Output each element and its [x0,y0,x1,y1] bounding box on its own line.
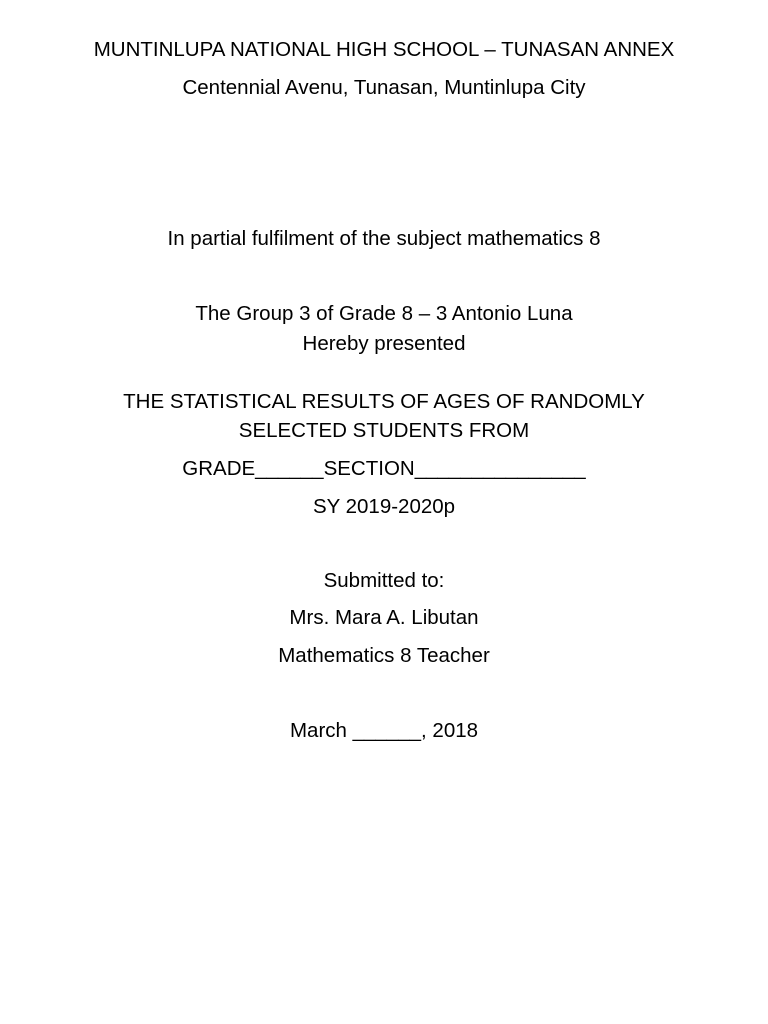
presented-line: Hereby presented [302,332,466,355]
submission-date: March ______, 2018 [289,719,479,742]
grade-section-blank: GRADE______SECTION_______________ [182,457,586,480]
school-year: SY 2019-2020p [312,495,456,518]
presenting-group: The Group 3 of Grade 8 – 3 Antonio Luna [195,302,573,325]
teacher-role: Mathematics 8 Teacher [278,644,490,667]
teacher-name: Mrs. Mara A. Libutan [289,606,479,629]
submitted-to-label: Submitted to: [323,569,445,592]
title-line-1: THE STATISTICAL RESULTS OF AGES OF RANDOMLY [123,390,645,413]
school-address: Centennial Avenu, Tunasan, Muntinlupa City [182,76,586,99]
purpose-statement: In partial fulfilment of the subject mathematics 8 [167,227,601,250]
school-name: MUNTINLUPA NATIONAL HIGH SCHOOL – TUNASAN ANNEX [93,38,675,61]
title-line-2: SELECTED STUDENTS FROM [238,419,530,442]
